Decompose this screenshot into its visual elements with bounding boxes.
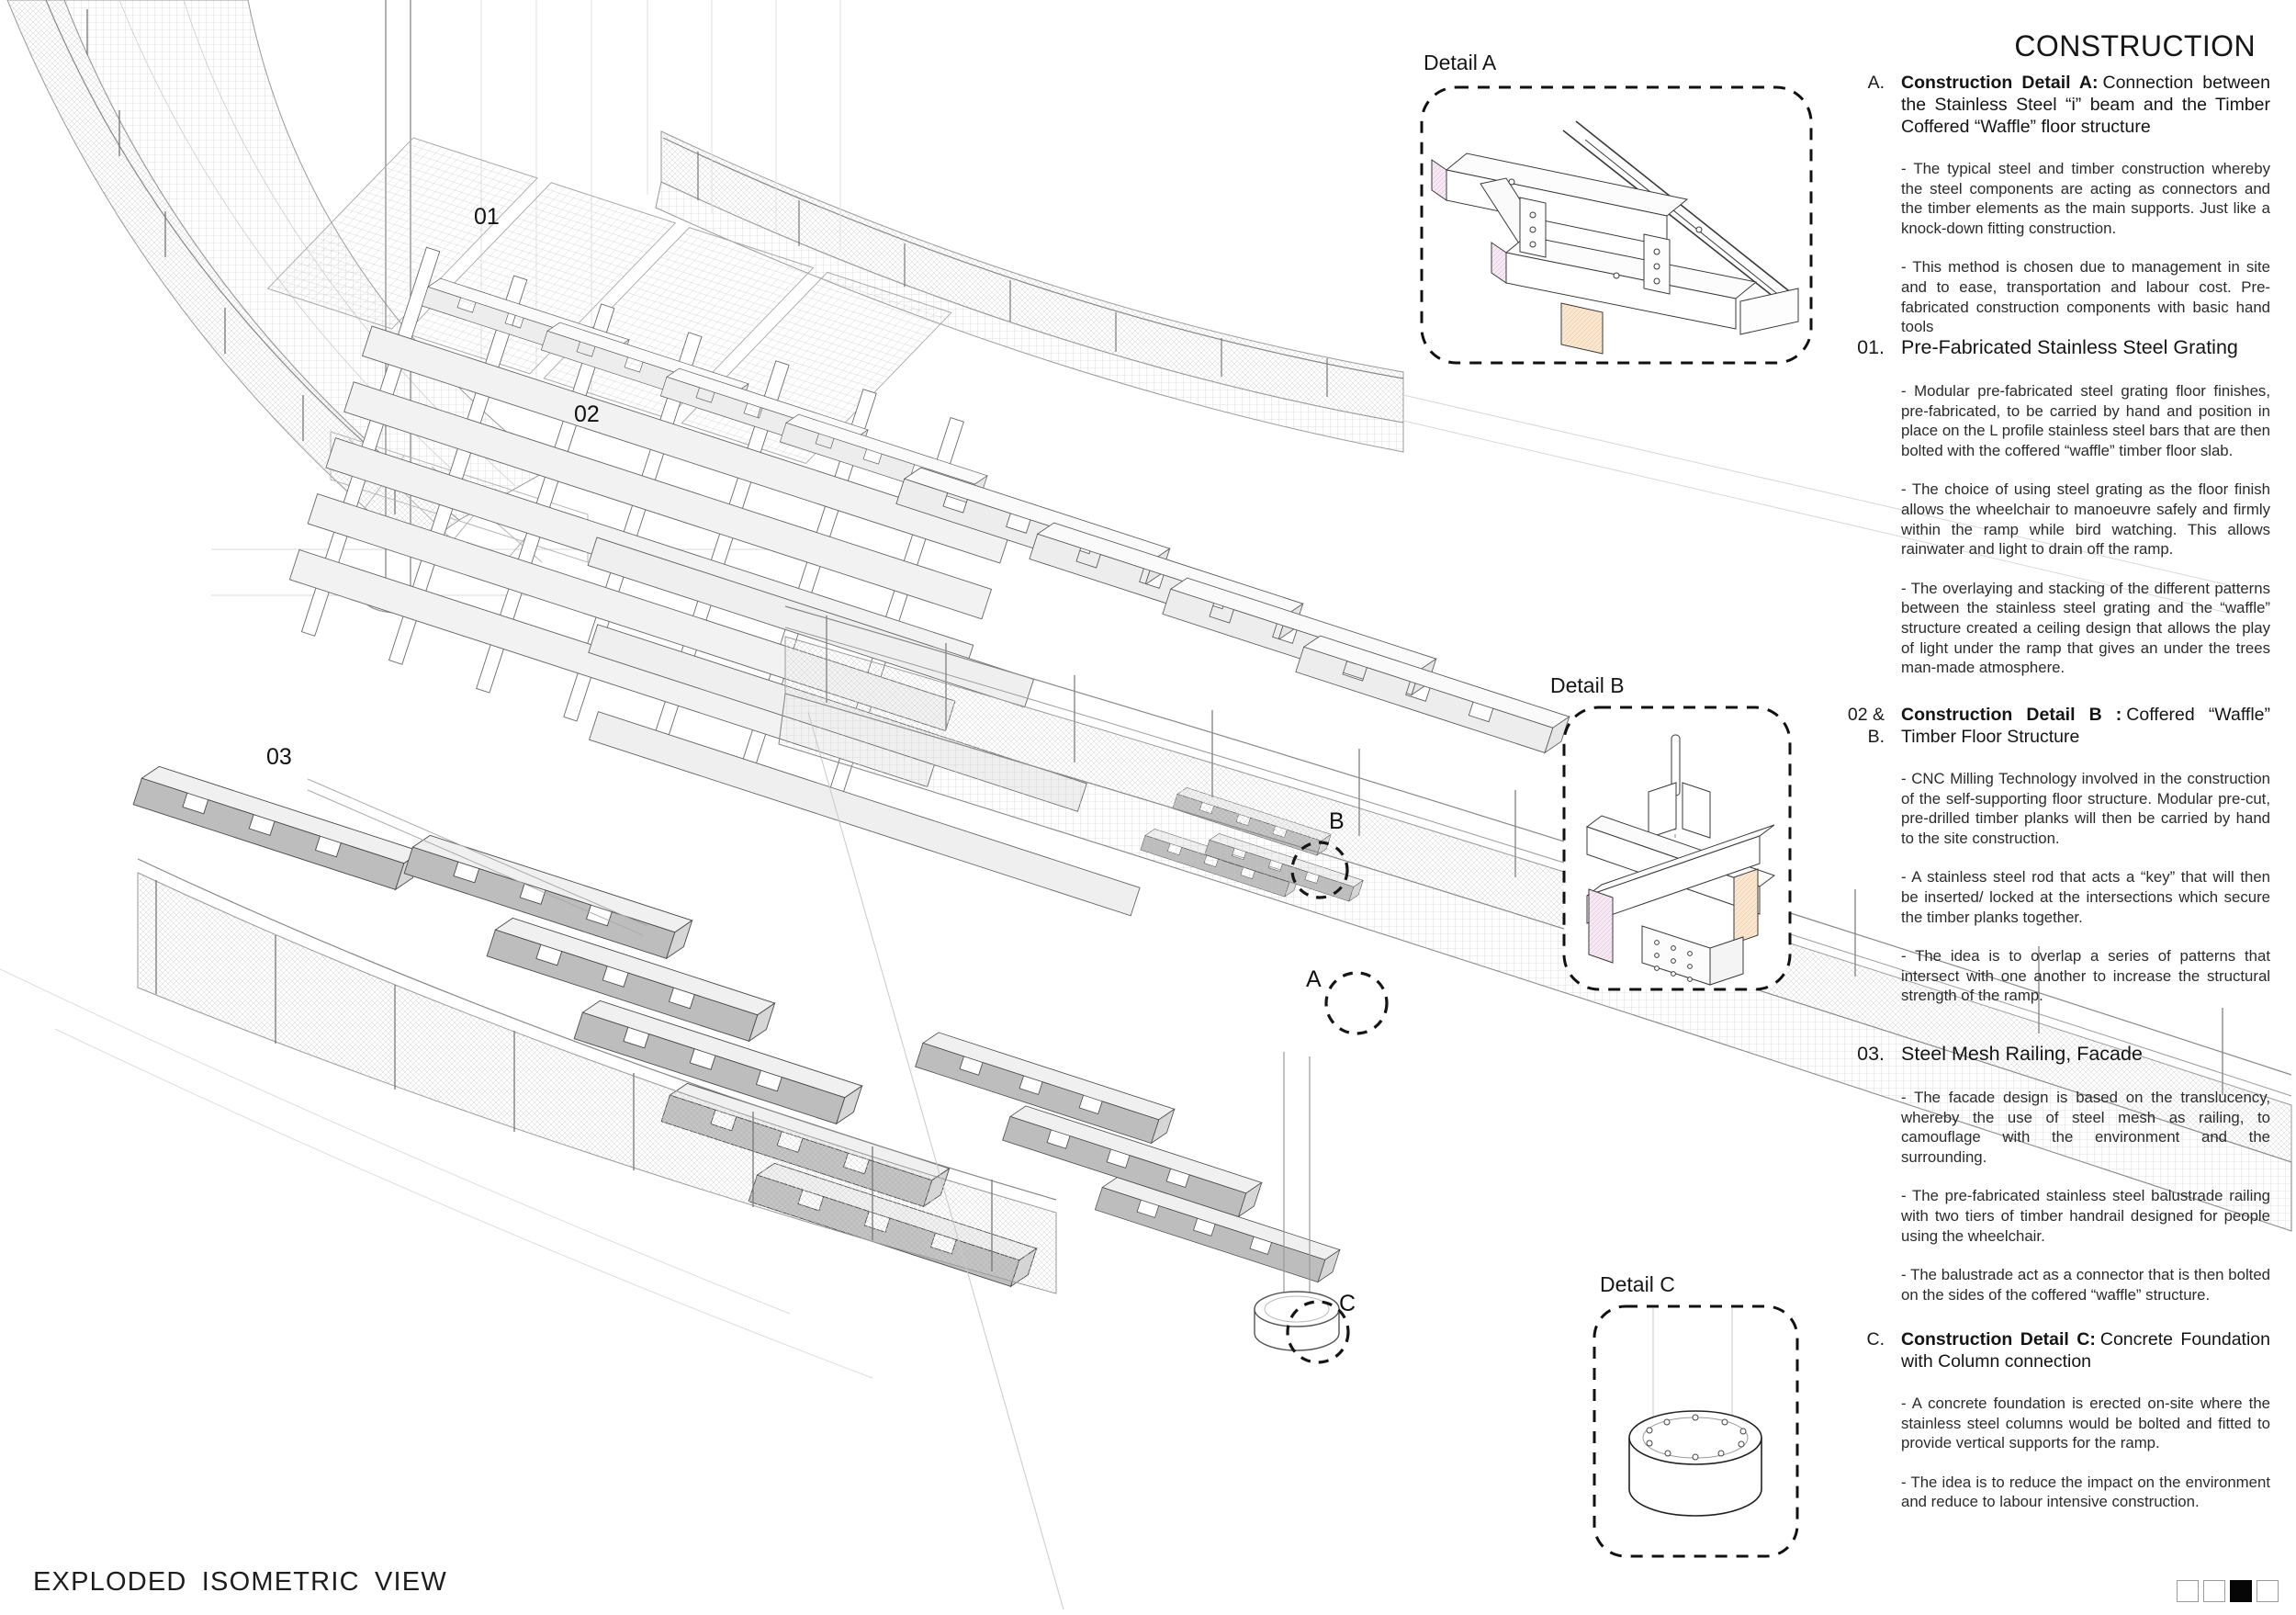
page-title: CONSTRUCTION	[2014, 29, 2256, 62]
section-paragraph: - The balustrade act as a connector that is then bolted on the sides of the coffered “waffle” structure.	[1901, 1266, 2270, 1304]
section-heading: Construction Detail B : Coffered “Waffle” Timber Floor Structure	[1901, 705, 2270, 747]
section-paragraph: - A concrete foundation is erected on-site where the stainless steel columns would be bolted and fitted to provide vertical supports for the ramp.	[1901, 1395, 2270, 1452]
page-square	[2203, 1580, 2225, 1602]
section-paragraph: - Modular pre-fabricated steel grating floor finishes, pre-fabricated, to be carried by hand and position in place on the L profile stainless steel bars that are then bolted with the coffered “waffle” timber floor slab.	[1901, 382, 2270, 459]
section-paragraph: - The idea is to overlap a series of patterns that intersect with one another to increase the structural strength of the ramp.	[1901, 947, 2270, 1005]
section-paragraph: - This method is chosen due to management in site and to ease, transportation and labour cost. Pre-fabricated construction components with basic hand tools	[1901, 258, 2270, 336]
marker-a-circle	[1326, 973, 1387, 1033]
page-square	[2177, 1580, 2199, 1602]
section-railing	[1828, 1042, 2270, 1324]
detail-b-label: Detail B	[1550, 673, 1625, 697]
section-heading: Construction Detail C: Concrete Foundation with Column connection	[1901, 1329, 2270, 1372]
section-prefix: 01.	[1857, 336, 1885, 358]
detail-a-label: Detail A	[1424, 51, 1497, 74]
view-label: EXPLODED ISOMETRIC VIEW	[33, 1567, 447, 1597]
callout-03: 03	[266, 744, 292, 770]
detail-a-box	[1422, 87, 1811, 363]
section-detail-b	[1828, 704, 2270, 1025]
callout-c: C	[1339, 1291, 1356, 1316]
detail-c-label: Detail C	[1600, 1272, 1675, 1296]
section-paragraph: - The facade design is based on the translucency, whereby the use of steel mesh as railing, to camouflage with the environment and the surrounding.	[1901, 1089, 2270, 1166]
section-prefix: 02 & B.	[1847, 705, 1885, 747]
section-prefix: 03.	[1857, 1043, 1885, 1065]
column-c	[1255, 1052, 1339, 1350]
section-paragraph: - CNC Milling Technology involved in the construction of the self-supporting floor structure. Modular pre-cut, pre-drilled timber planks will then be carried by hand to the site construction.	[1901, 770, 2270, 847]
callout-a: A	[1306, 966, 1322, 992]
section-grating	[1828, 335, 2270, 697]
section-paragraph: - The typical steel and timber construction whereby the steel components are acting as connectors and the timber elements as the main supports. Just like a knock-down fitting construction.	[1901, 160, 2270, 237]
section-paragraph: - The idea is to reduce the impact on the environment and reduce to labour intensive construction.	[1901, 1473, 2270, 1511]
detail-b-box	[1564, 707, 1790, 989]
section-paragraph: - The choice of using steel grating as the floor finish allows the wheelchair to manoeuvre safely and firmly within the ramp while bird watching. This allows rainwater and light to drain off the ramp.	[1901, 480, 2270, 559]
callout-01: 01	[474, 204, 500, 230]
section-paragraph: - The pre-fabricated stainless steel balustrade railing with two tiers of timber handrail designed for people using the wheelchair.	[1901, 1187, 2270, 1245]
section-heading: Steel Mesh Railing, Facade	[1901, 1043, 2143, 1065]
section-heading: Construction Detail A: Connection between the Stainless Steel “i” beam and the Timber Coffered “Waffle” floor structure	[1901, 73, 2270, 137]
section-detail-c	[1828, 1328, 2270, 1531]
section-heading: Pre-Fabricated Stainless Steel Grating	[1901, 336, 2238, 358]
page-square	[2230, 1580, 2252, 1602]
callout-b: B	[1329, 808, 1345, 834]
section-paragraph: - A stainless steel rod that acts a “key” that will then be inserted/ locked at the intersections which secure the timber planks together.	[1901, 868, 2270, 926]
callout-02: 02	[574, 401, 600, 427]
detail-c-box	[1594, 1306, 1797, 1556]
section-prefix: C.	[1866, 1329, 1885, 1350]
page-indicator	[2177, 1580, 2279, 1602]
section-prefix: A.	[1867, 73, 1885, 93]
section-detail-a	[1828, 72, 2270, 356]
section-paragraph: - The overlaying and stacking of the different patterns between the stainless steel grating and the “waffle” structure created a ceiling design that allows the play of light under the ramp that gives an under the trees man-made atmosphere.	[1901, 579, 2270, 677]
page-square	[2257, 1580, 2279, 1602]
